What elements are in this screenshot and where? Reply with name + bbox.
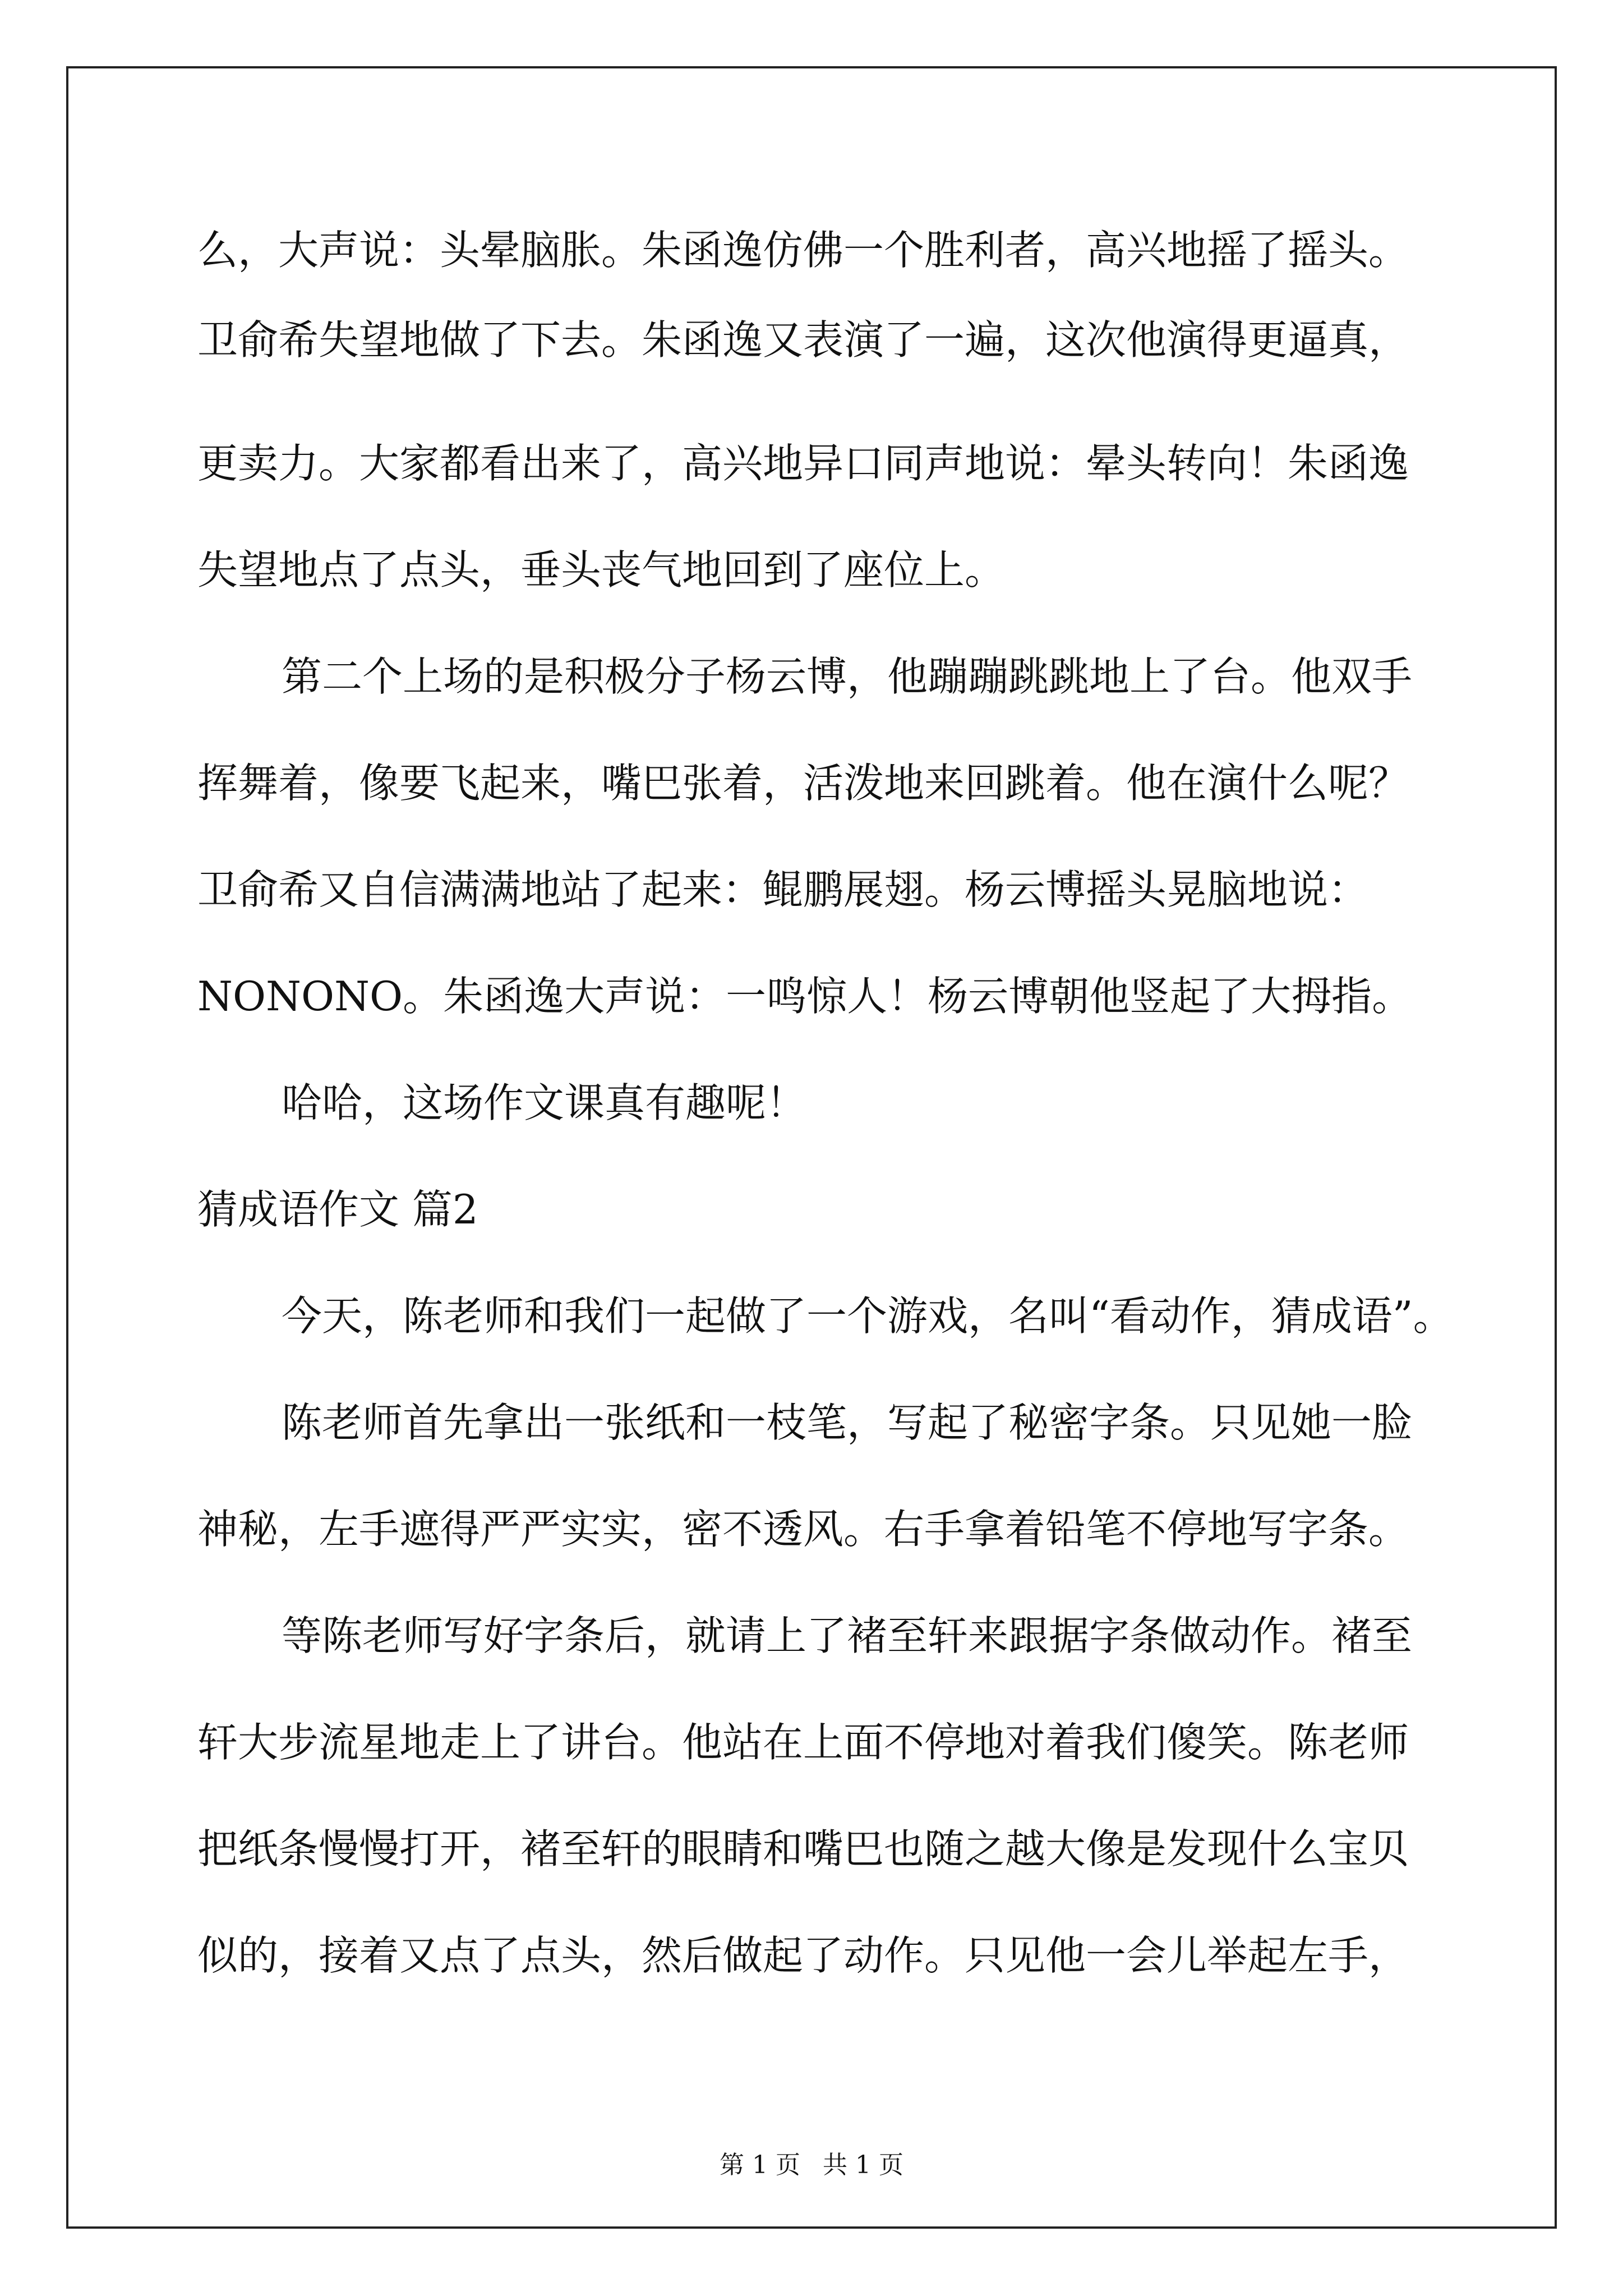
page-footer [0, 2148, 1623, 2182]
page-border [66, 66, 1557, 2229]
text-line: 似的，接着又点了点头，然后做起了动作。只见他一会儿举起左手， [197, 1932, 1409, 1979]
text-line: 哈哈，这场作文课真有趣呢！ [282, 1079, 807, 1126]
page-number: 第 1 页 [720, 2151, 800, 2179]
text-line: 失望地点了点头，垂头丧气地回到了座位上。 [197, 546, 1006, 593]
text-line: 今天，陈老师和我们一起做了一个游戏，名叫“看动作，猜成语”。 [282, 1292, 1454, 1340]
text-line: 更卖力。大家都看出来了，高兴地异口同声地说：晕头转向！朱函逸 [197, 440, 1409, 487]
text-line: 等陈老师写好字条后，就请上了褚至轩来跟据字条做动作。褚至 [282, 1612, 1413, 1659]
text-line: 把纸条慢慢打开，褚至轩的眼睛和嘴巴也随之越大像是发现什么宝贝 [197, 1825, 1409, 1872]
text-line: 卫俞希失望地做了下去。朱函逸又表演了一遍，这次他演得更逼真， [197, 316, 1409, 364]
text-line: 卫俞希又自信满满地站了起来：鲲鹏展翅。杨云博摇头晃脑地说： [197, 866, 1369, 913]
text-line: 第二个上场的是积极分子杨云博，他蹦蹦跳跳地上了台。他双手 [282, 653, 1413, 700]
text-line: 陈老师首先拿出一张纸和一枝笔，写起了秘密字条。只见她一脸 [282, 1399, 1413, 1446]
text-line: 么，大声说：头晕脑胀。朱函逸仿佛一个胜利者，高兴地摇了摇头。 [197, 227, 1409, 274]
text-line: 挥舞着，像要飞起来，嘴巴张着，活泼地来回跳着。他在演什么呢？ [197, 760, 1409, 807]
total-pages: 共 1 页 [823, 2151, 903, 2179]
text-line: NONONO。朱函逸大声说：一鸣惊人！杨云博朝他竖起了大拇指。 [197, 973, 1413, 1020]
text-line: 轩大步流星地走上了讲台。他站在上面不停地对着我们傻笑。陈老师 [197, 1719, 1409, 1766]
text-line: 神秘，左手遮得严严实实，密不透风。右手拿着铅笔不停地写字条。 [197, 1506, 1409, 1553]
section-heading: 猜成语作文 篇2 [197, 1186, 478, 1233]
